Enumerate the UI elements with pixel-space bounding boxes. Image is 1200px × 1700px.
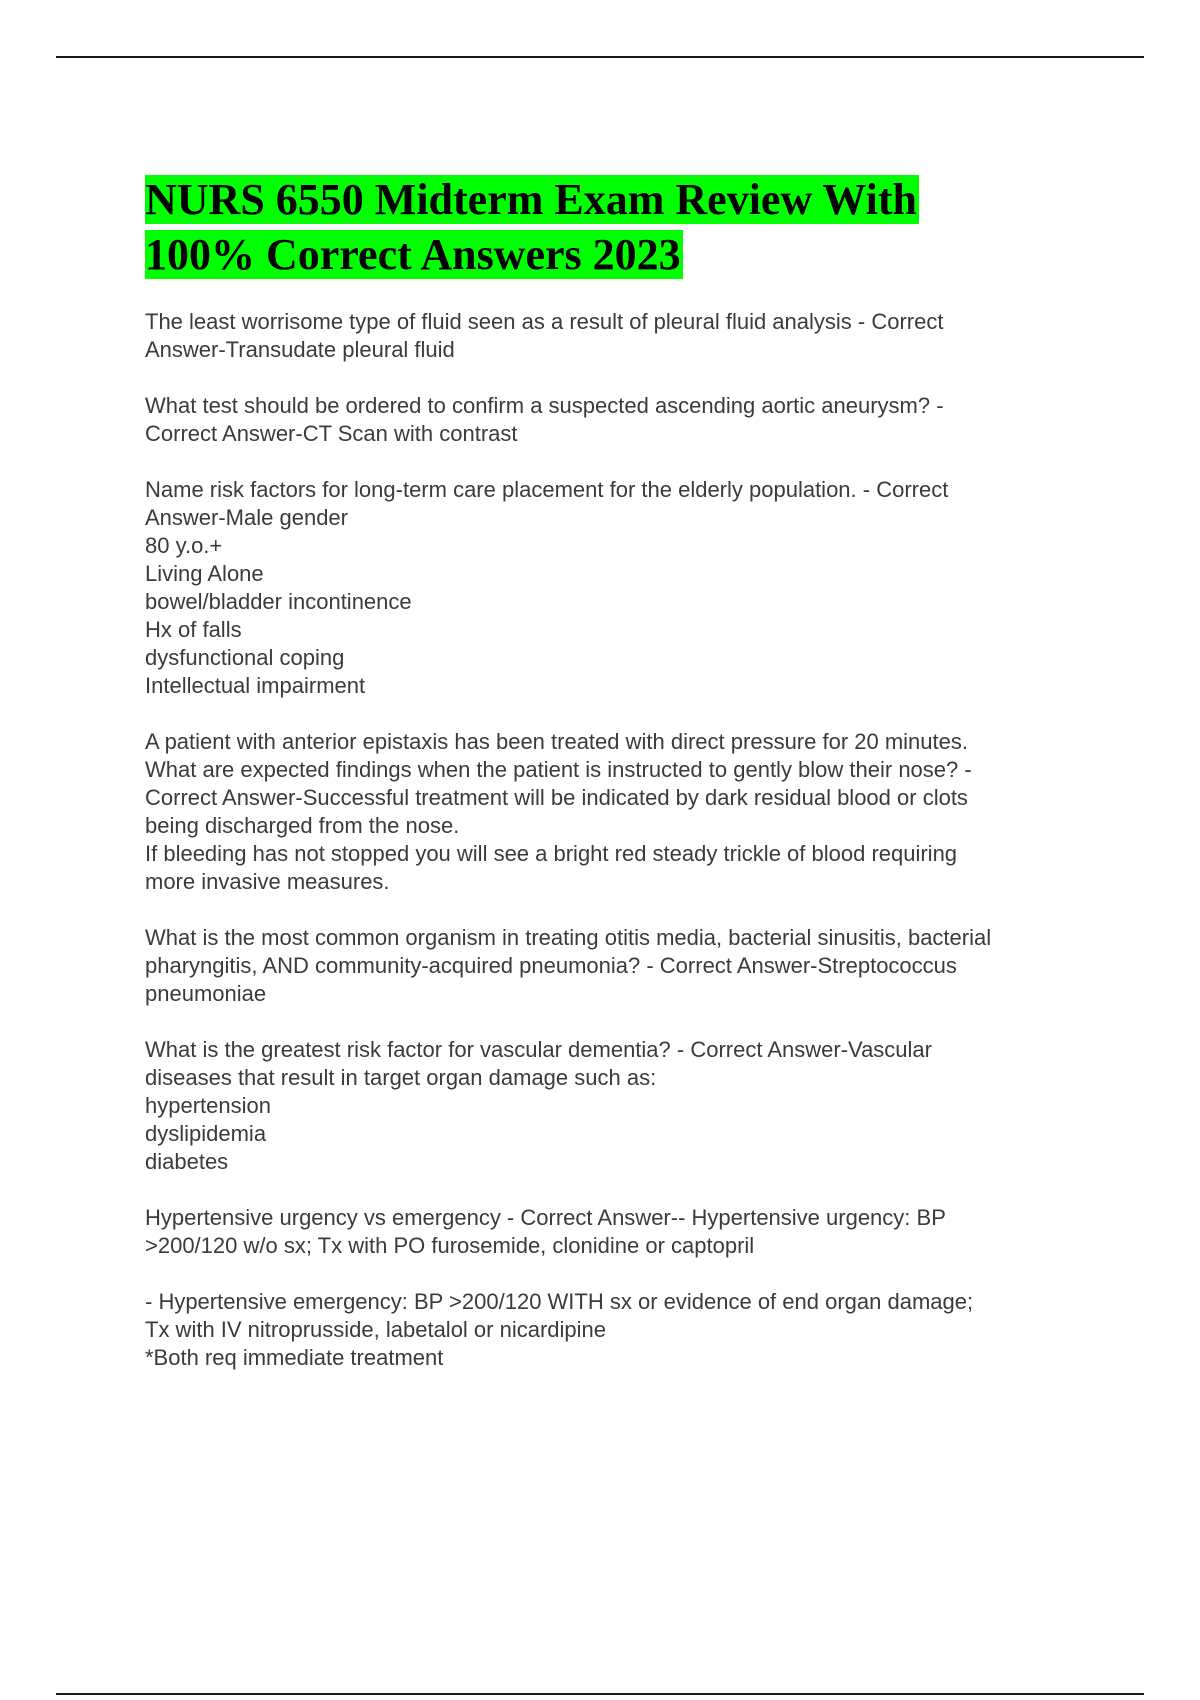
qa-line: What is the greatest risk factor for vascular dementia? - Correct Answer-Vascular bbox=[145, 1037, 932, 1062]
qa-line: What is the most common organism in treating otitis media, bacterial sinusitis, bacterial bbox=[145, 925, 992, 950]
qa-line: Tx with IV nitroprusside, labetalol or nicardipine bbox=[145, 1317, 607, 1342]
qa-item bbox=[145, 392, 1095, 448]
qa-line: What test should be ordered to confirm a suspected ascending aortic aneurysm? - bbox=[145, 393, 944, 418]
qa-line: Living Alone bbox=[145, 561, 264, 586]
qa-line: What are expected findings when the patient is instructed to gently blow their nose? - bbox=[145, 757, 972, 782]
qa-line: A patient with anterior epistaxis has been treated with direct pressure for 20 minutes. bbox=[145, 729, 968, 754]
qa-line: Name risk factors for long-term care placement for the elderly population. - Correct bbox=[145, 477, 949, 502]
qa-line: *Both req immediate treatment bbox=[145, 1345, 444, 1370]
qa-item bbox=[145, 476, 1095, 700]
title-highlight bbox=[145, 175, 919, 279]
qa-line: Hx of falls bbox=[145, 617, 242, 642]
qa-line: - Hypertensive emergency: BP >200/120 WITH sx or evidence of end organ damage; bbox=[145, 1289, 974, 1314]
qa-line: Correct Answer-Successful treatment will be indicated by dark residual blood or clots bbox=[145, 785, 968, 810]
qa-line: If bleeding has not stopped you will see a bright red steady trickle of blood requiring bbox=[145, 841, 958, 866]
qa-line: more invasive measures. bbox=[145, 869, 390, 894]
qa-line: hypertension bbox=[145, 1093, 271, 1118]
footer-rule bbox=[56, 1693, 1144, 1695]
qa-line: >200/120 w/o sx; Tx with PO furosemide, clonidine or captopril bbox=[145, 1233, 755, 1258]
document-body bbox=[145, 172, 1095, 1400]
title-line-1: NURS 6550 Midterm Exam Review With bbox=[145, 175, 917, 224]
qa-line: 80 y.o.+ bbox=[145, 533, 223, 558]
qa-line: diseases that result in target organ damage such as: bbox=[145, 1065, 657, 1090]
header-rule bbox=[56, 56, 1144, 58]
qa-line: Answer-Transudate pleural fluid bbox=[145, 337, 455, 362]
qa-item bbox=[145, 924, 1095, 1008]
qa-item bbox=[145, 1036, 1095, 1176]
qa-line: Correct Answer-CT Scan with contrast bbox=[145, 421, 518, 446]
qa-line: bowel/bladder incontinence bbox=[145, 589, 412, 614]
qa-item bbox=[145, 1288, 1095, 1372]
title-line-2: 100% Correct Answers 2023 bbox=[145, 230, 681, 279]
qa-item bbox=[145, 308, 1095, 364]
qa-item bbox=[145, 728, 1095, 896]
qa-line: Answer-Male gender bbox=[145, 505, 348, 530]
qa-item bbox=[145, 1204, 1095, 1260]
qa-line: diabetes bbox=[145, 1149, 229, 1174]
qa-line: The least worrisome type of fluid seen as a result of pleural fluid analysis - Correct bbox=[145, 309, 944, 334]
document-title bbox=[145, 172, 1095, 282]
qa-line: being discharged from the nose. bbox=[145, 813, 460, 838]
qa-line: dyslipidemia bbox=[145, 1121, 267, 1146]
qa-line: pneumoniae bbox=[145, 981, 267, 1006]
qa-line: Hypertensive urgency vs emergency - Correct Answer-- Hypertensive urgency: BP bbox=[145, 1205, 946, 1230]
qa-list bbox=[145, 308, 1095, 1372]
qa-line: pharyngitis, AND community-acquired pneumonia? - Correct Answer-Streptococcus bbox=[145, 953, 957, 978]
qa-line: dysfunctional coping bbox=[145, 645, 345, 670]
qa-line: Intellectual impairment bbox=[145, 673, 366, 698]
